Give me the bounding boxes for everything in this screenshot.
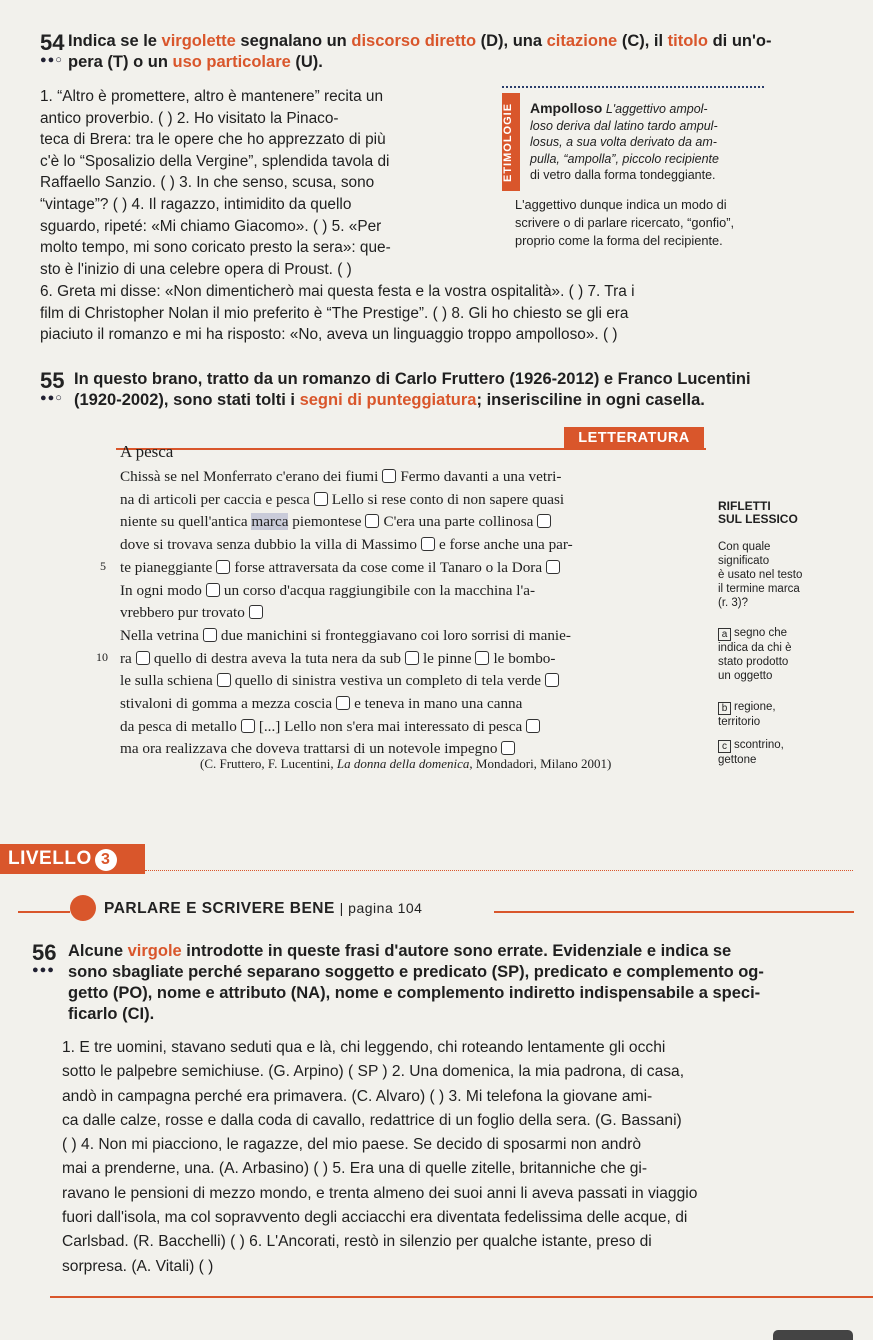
rifletti-title: RIFLETTI	[718, 499, 771, 513]
passage-title: A pesca	[120, 442, 174, 461]
passage-text	[120, 466, 680, 761]
ex54-line[interactable]: antico proverbio. ( ) 2. Ho visitato la Pinaco-	[40, 109, 339, 127]
punctuation-box[interactable]	[475, 651, 489, 665]
ex54-line: c'è lo “Sposalizio della Vergine”, splendida tavola di	[40, 152, 390, 170]
difficulty-dots-55: ●●○	[40, 392, 63, 404]
ex56-line: fuori dall'isola, ma col sopravvento degli acciacchi era diventata fedelissima delle acque, di	[62, 1209, 688, 1227]
speech-bubble-icon	[70, 895, 96, 921]
punctuation-box[interactable]	[365, 514, 379, 528]
ex56-line: ca dalle calze, rosse e dalla coda di cavallo, redattrice di un foglio della sera. (G. Bassani)	[62, 1111, 682, 1129]
etimologie-label: ETIMOLOGIE	[502, 93, 520, 191]
ex56-line: ravano le pensioni di mezzo mondo, e trenta almeno dei suoi anni li aveva passati in viaggio	[62, 1184, 698, 1202]
ex56-line[interactable]: sotto le palpebre semichiuse. (G. Arpino) ( SP ) 2. Una domenica, la mia padrona, di casa,	[62, 1063, 685, 1081]
exercise-54-number: 54	[40, 30, 65, 55]
passage-line: Nella vetrina due manichini si fronteggiavano coi loro sorrisi di manie-	[120, 626, 571, 644]
passage-line: ma ora realizzava che doveva trattarsi di un notevole impegno	[120, 738, 680, 761]
option-checkbox[interactable]: c	[718, 740, 731, 753]
punctuation-box[interactable]	[206, 583, 220, 597]
letteratura-badge: LETTERATURA	[564, 427, 704, 449]
livello-number: 3	[95, 849, 117, 871]
rifletti-option-c[interactable]: c scontrino, gettone	[718, 739, 784, 766]
rifletti-title-2: SUL LESSICO	[718, 512, 798, 526]
pes-rule-right	[494, 911, 854, 913]
bottom-rule	[50, 1296, 873, 1298]
ex56-line[interactable]: Carlsbad. (R. Bacchelli) ( ) 6. L'Ancorati, restò in silenzio per qualche istante, preso di	[62, 1233, 652, 1251]
ex54-line[interactable]: sguardo, ripeté: «Mi chiamo Giacomo». ( ) 5. «Per	[40, 217, 382, 235]
punctuation-box[interactable]	[421, 537, 435, 551]
passage-line: ra quello di destra aveva la tuta nera da sub le pinne le bombo-	[120, 649, 556, 667]
option-checkbox[interactable]: b	[718, 702, 731, 715]
punctuation-box[interactable]	[501, 741, 515, 755]
pes-heading: PARLARE E SCRIVERE BENE | pagina 104	[104, 900, 423, 917]
punctuation-box[interactable]	[405, 651, 419, 665]
passage-line: dove si trovava senza dubbio la villa di Massimo e forse anche una par-	[120, 536, 573, 554]
punctuation-box[interactable]	[203, 628, 217, 642]
ex54-line: teca di Brera: tra le opere che ho apprezzato di più	[40, 131, 386, 149]
punctuation-box[interactable]	[336, 696, 350, 710]
line-number-5: 5	[100, 559, 106, 573]
passage-line: vrebbero pur trovato	[120, 602, 680, 625]
passage-line: na di articoli per caccia e pesca Lello si rese conto di non sapere quasi	[120, 490, 565, 508]
rifletti-box	[718, 500, 863, 526]
livello-dotted-rule	[145, 870, 853, 871]
punctuation-box[interactable]	[241, 719, 255, 733]
exercise-56-number: 56	[32, 940, 57, 965]
exercise-54-body-full: 6. Greta mi disse: «Non dimenticherò mai questa festa e la vostra ospitalità». ( ) 7. Tra i film di Christopher Nolan il mio preferito è “The Prestige”. ( ) 8. Gli ho chiesto se gli era piaciuto il romanzo e mi ha risposto: «No, aveva un linguaggio troppo ampolloso». ( )	[40, 283, 635, 344]
punctuation-box[interactable]	[249, 605, 263, 619]
passage-line: In ogni modo un corso d'acqua raggiungibile con la macchina l'a-	[120, 581, 536, 599]
punctuation-box[interactable]	[216, 560, 230, 574]
rifletti-question: Con quale significato è usato nel testo il termine marca (r. 3)?	[718, 541, 803, 609]
passage-source: (C. Fruttero, F. Lucentini, La donna della domenica, Mondadori, Milano 2001)	[200, 756, 612, 771]
punctuation-box[interactable]	[545, 673, 559, 687]
ex56-line[interactable]: mai a prenderne, una. (A. Arbasino) ( ) 5. Era una di quelle zitelle, britanniche che gi-	[62, 1160, 648, 1178]
punctuation-box[interactable]	[314, 492, 328, 506]
ex54-line[interactable]: sto è l'inizio di una celebre opera di Proust. ( )	[40, 260, 352, 278]
pes-rule-left	[18, 911, 70, 913]
ex56-line: 1. E tre uomini, stavano seduti qua e là, chi leggendo, chi roteando lentamente gli occhi	[62, 1039, 666, 1056]
rifletti-option-a[interactable]: a segno che indica da chi è stato prodotto un oggetto	[718, 627, 792, 682]
ex56-line[interactable]: sorpresa. (A. Vitali) ( )	[62, 1257, 214, 1275]
punctuation-box[interactable]	[526, 719, 540, 733]
punctuation-box[interactable]	[537, 514, 551, 528]
punctuation-box[interactable]	[382, 469, 396, 483]
etimologie-rule	[502, 86, 764, 88]
exercise-55-instruction: In questo brano, tratto da un romanzo di Carlo Fruttero (1926-2012) e Franco Lucentini (1920-2002), sono stati tolti i segni di punteggiatura; inserisciline in ogni casella.	[74, 370, 751, 409]
punctuation-box[interactable]	[217, 673, 231, 687]
pes-page-ref: | pagina 104	[339, 900, 423, 916]
exercise-55-number: 55	[40, 368, 65, 393]
exercise-54-body	[40, 86, 470, 280]
etimologie-box: Ampolloso L'aggettivo ampol- loso deriva dal latino tardo ampul- losus, a sua volta derivato da am- pulla, “ampolla”, piccolo recipiente di vetro dalla forma tondeggiante.	[530, 100, 719, 182]
punctuation-box[interactable]	[546, 560, 560, 574]
option-checkbox[interactable]: a	[718, 628, 731, 641]
passage-line: da pesca di metallo [...] Lello non s'era mai interessato di pesca	[120, 716, 680, 739]
page-number-tab	[773, 1330, 853, 1340]
passage-line: Chissà se nel Monferrato c'erano dei fiumi Fermo davanti a una vetri-	[120, 468, 562, 485]
etimologie-word: Ampolloso	[530, 100, 603, 116]
exercise-56-instruction: Alcune virgole introdotte in queste frasi d'autore sono errate. Evidenziale e indica se sono sbagliate perché separano soggetto e predicato (SP), predicato e complemento og- getto (PO), nome e attributo (NA), nome e complemento indiretto indispensabile a speci- ficarlo (CI).	[68, 942, 764, 1023]
difficulty-dots-54: ●●○	[40, 54, 63, 66]
letteratura-rule	[116, 448, 706, 450]
passage-line: niente su quell'antica marca piemontese C'era una parte collinosa	[120, 511, 680, 534]
punctuation-box[interactable]	[136, 651, 150, 665]
line-number-10: 10	[96, 650, 108, 664]
passage-line: le sulla schiena quello di sinistra vestiva un completo di tela verde	[120, 670, 680, 693]
exercise-56-body	[62, 1036, 862, 1279]
rifletti-option-b[interactable]: b regione, territorio	[718, 701, 776, 728]
passage-line: te pianeggiante forse attraversata da cose come il Tanaro o la Dora	[120, 557, 680, 580]
livello-banner: LIVELLO 3	[0, 844, 145, 874]
ex56-line[interactable]: andò in campagna perché era primavera. (C. Alvaro) ( ) 3. Mi telefona la giovane ami-	[62, 1087, 653, 1105]
ex54-line[interactable]: “vintage”? ( ) 4. Il ragazzo, intimidito da quello	[40, 195, 352, 213]
ex54-line[interactable]: Raffaello Sanzio. ( ) 3. In che senso, scusa, sono	[40, 174, 375, 192]
exercise-54-instruction: Indica se le virgolette segnalano un discorso diretto (D), una citazione (C), il titolo di un'o-	[68, 32, 772, 50]
highlighted-word: marca	[251, 513, 289, 531]
ex54-line: molto tempo, mi sono coricato presto la sera»: que-	[40, 239, 391, 257]
exercise-54-instruction-line2: pera (T) o un uso particolare (U).	[68, 53, 323, 71]
passage-line: stivaloni di gomma a mezza coscia e teneva in mano una canna	[120, 695, 523, 713]
ex54-line: 1. “Altro è promettere, altro è mantenere” recita un	[40, 88, 384, 105]
difficulty-dots-56: ●●●	[32, 964, 55, 976]
ex56-line[interactable]: ( ) 4. Non mi piacciono, le ragazze, del mio paese. Se decido di sposarmi non andrò	[62, 1136, 642, 1154]
etimologie-explanation: L'aggettivo dunque indica un modo di scrivere o di parlare ricercato, “gonfio”, proprio come la forma del recipiente.	[515, 197, 735, 248]
